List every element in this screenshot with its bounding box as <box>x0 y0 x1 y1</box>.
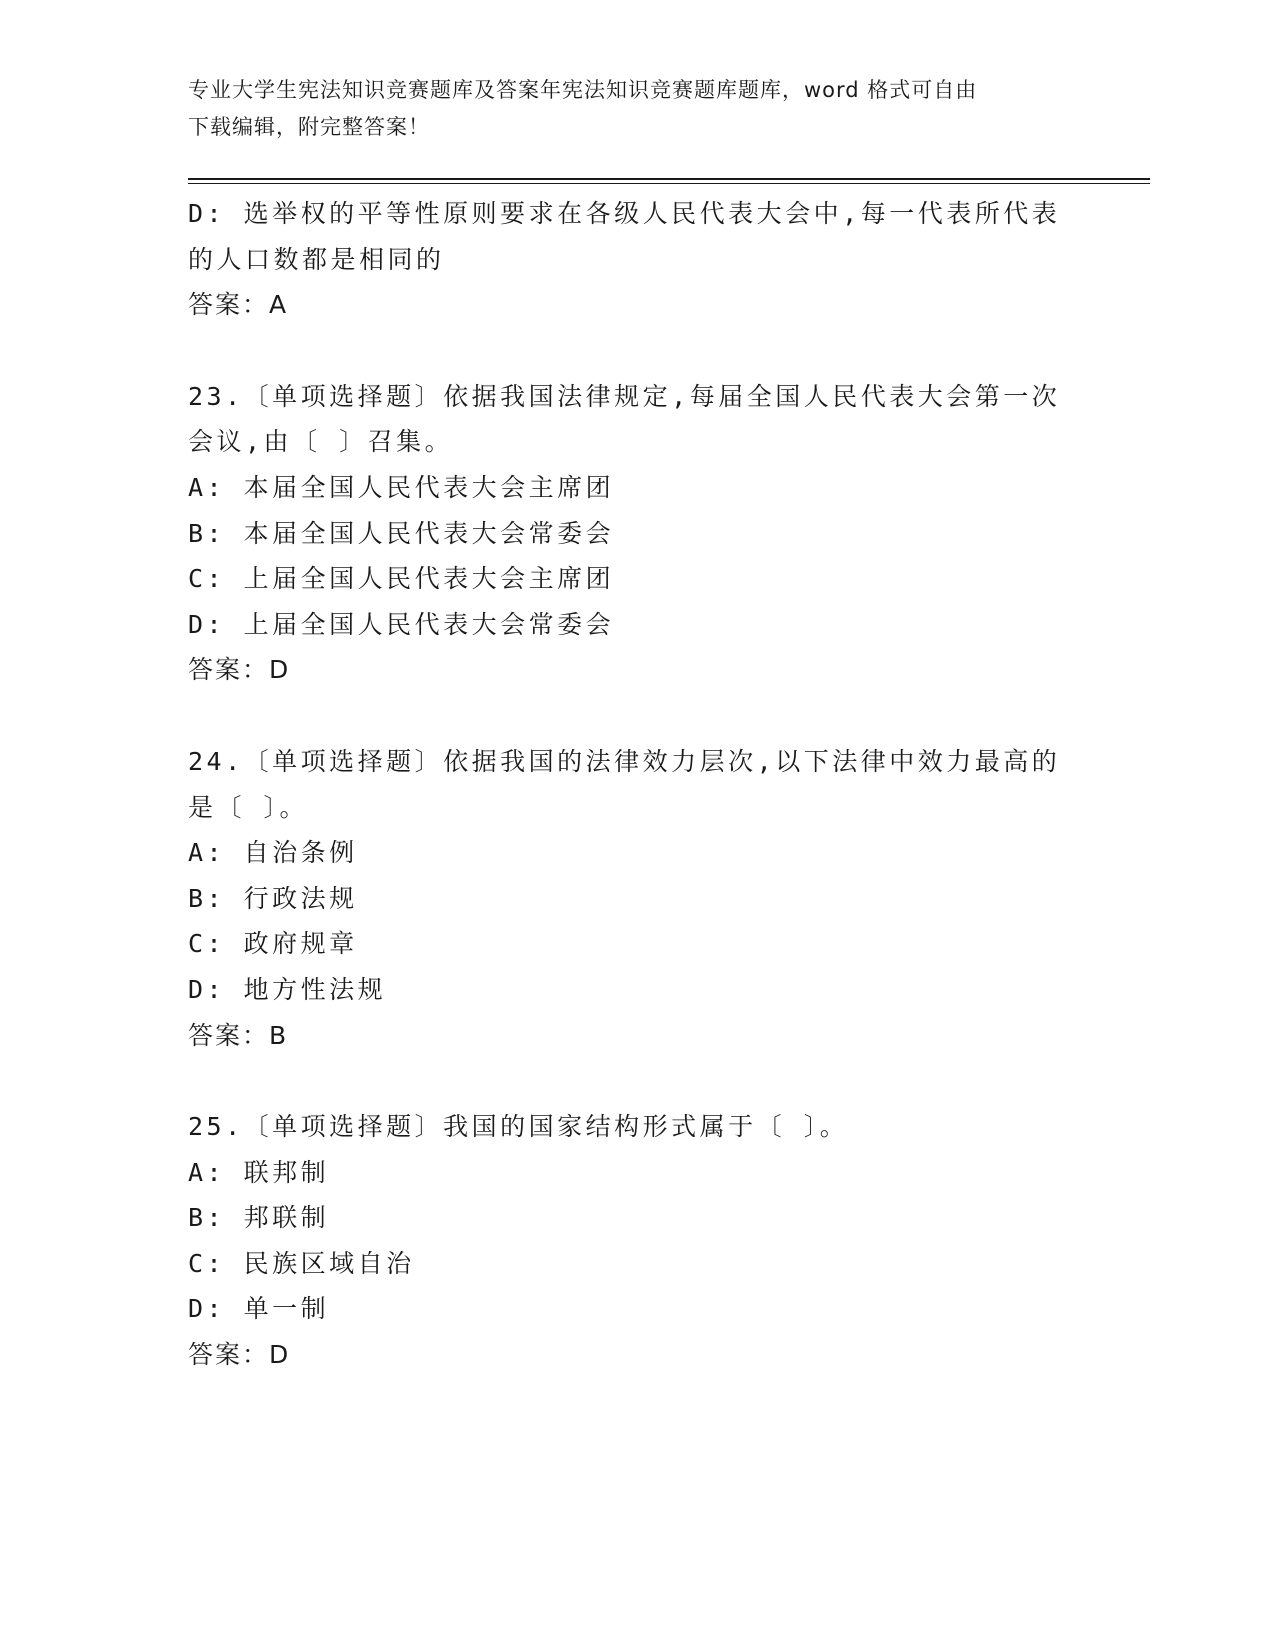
option-a: A: 自治条例 <box>188 838 358 868</box>
spacer <box>188 328 1068 374</box>
option-d: D: 地方性法规 <box>188 974 387 1004</box>
question-23 <box>188 374 1068 693</box>
option-b: B: 本届全国人民代表大会常委会 <box>188 518 615 548</box>
question-25 <box>188 1104 1068 1378</box>
header-divider-thin <box>188 183 1150 184</box>
question-stem-line-1: 25.〔单项选择题〕我国的国家结构形式属于〔 〕。 <box>188 1112 849 1142</box>
header-line-2: 下载编辑，附完整答案！ <box>188 115 430 139</box>
option-d: D: 上届全国人民代表大会常委会 <box>188 609 615 639</box>
option-a: A: 本届全国人民代表大会主席团 <box>188 472 615 502</box>
question-stem-line-2: 会议,由〔 〕召集。 <box>188 427 454 457</box>
question-stem-line-1: 24.〔单项选择题〕依据我国的法律效力层次,以下法律中效力最高的 <box>188 746 1061 776</box>
answer-line: 答案：B <box>188 1020 289 1050</box>
option-c: C: 上届全国人民代表大会主席团 <box>188 564 615 594</box>
option-d: D: 单一制 <box>188 1294 330 1324</box>
option-d-line-2: 的人口数都是相同的 <box>188 244 445 274</box>
option-b: B: 邦联制 <box>188 1203 330 1233</box>
header-divider-thick <box>188 178 1150 180</box>
answer-line: 答案：D <box>188 1340 291 1370</box>
option-b: B: 行政法规 <box>188 883 358 913</box>
document-header <box>188 72 1068 146</box>
option-c: C: 民族区域自治 <box>188 1248 415 1278</box>
answer-line: 答案：A <box>188 290 289 320</box>
option-a: A: 联邦制 <box>188 1157 330 1187</box>
question-stem-line-2: 是〔 〕。 <box>188 792 309 822</box>
spacer <box>188 1058 1068 1104</box>
previous-question-tail <box>188 191 1068 328</box>
option-d-line-1: D: 选举权的平等性原则要求在各级人民代表大会中,每一代表所代表 <box>188 199 1061 228</box>
answer-line: 答案：D <box>188 655 291 685</box>
question-24 <box>188 739 1068 1058</box>
option-c: C: 政府规章 <box>188 929 358 959</box>
spacer <box>188 693 1068 739</box>
header-line-1: 专业大学生宪法知识竞赛题库及答案年宪法知识竞赛题库题库，word 格式可自由 <box>188 78 978 102</box>
question-stem-line-1: 23.〔单项选择题〕依据我国法律规定,每届全国人民代表大会第一次 <box>188 381 1061 411</box>
question-content <box>188 191 1068 1378</box>
